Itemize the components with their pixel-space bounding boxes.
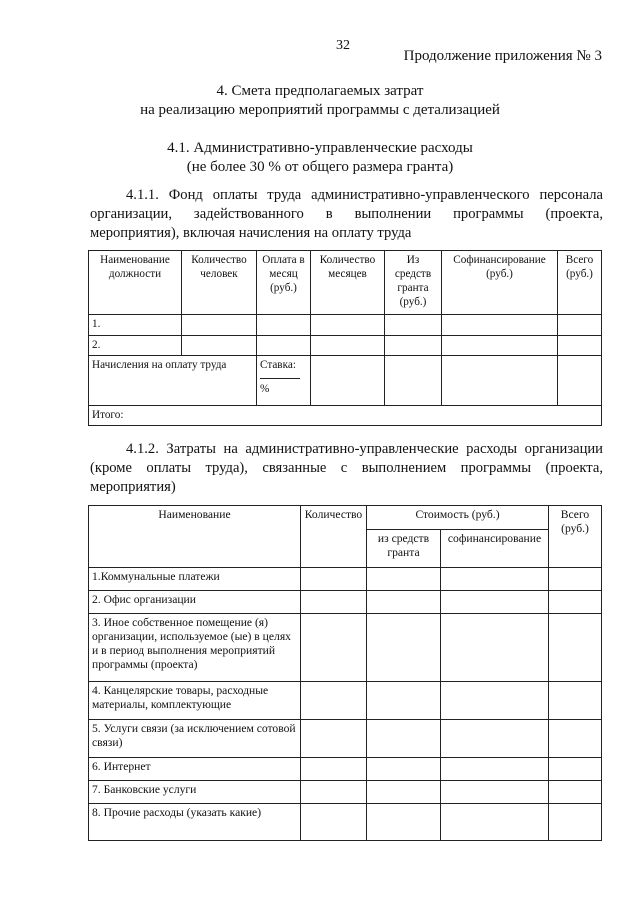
admin-expenses-table <box>88 505 602 841</box>
section-4-1-1-paragraph <box>90 186 603 243</box>
accruals-label: Начисления на оплату труда <box>89 356 257 406</box>
table-row <box>89 758 602 781</box>
table-row <box>89 568 602 591</box>
header-cofinancing: Софинансирование (руб.) <box>442 251 558 315</box>
table-row <box>89 336 602 356</box>
appendix-continuation: Продолжение приложения № 3 <box>403 48 602 64</box>
row-label: 7. Банковские услуги <box>89 781 301 804</box>
rate-input-line <box>260 378 300 379</box>
header-quantity: Количество <box>301 506 367 568</box>
rate-label: Ставка: <box>260 359 296 371</box>
row-label: 6. Интернет <box>89 758 301 781</box>
section-4-1-title: 4.1. Административно-управленческие расходы <box>167 140 473 156</box>
row-label: 2. Офис организации <box>89 591 301 614</box>
header-cofinancing: софинансирование <box>441 530 549 568</box>
section-4-1-2-paragraph <box>90 440 603 497</box>
payroll-table <box>88 250 602 426</box>
header-months: Количество месяцев <box>311 251 385 315</box>
rate-unit: % <box>260 383 270 395</box>
header-cost: Стоимость (руб.) <box>367 506 549 530</box>
accruals-row <box>89 356 602 406</box>
header-grant: из средств гранта <box>367 530 441 568</box>
row-number: 2. <box>89 336 182 356</box>
header-total: Всего (руб.) <box>549 506 602 568</box>
page-number: 32 <box>336 38 350 53</box>
section-4-subtitle: на реализацию мероприятий программы с детализацией <box>140 102 500 118</box>
rate-cell <box>257 356 311 406</box>
total-row <box>89 406 602 426</box>
header-people: Количество человек <box>182 251 257 315</box>
section-4-1-subtitle: (не более 30 % от общего размера гранта) <box>186 159 454 175</box>
table-row <box>89 781 602 804</box>
row-label: 4. Канцелярские товары, расходные материалы, комплектующие <box>89 682 301 720</box>
total-label: Итого: <box>89 406 602 426</box>
table-row <box>89 720 602 758</box>
table-row <box>89 682 602 720</box>
row-label: 5. Услуги связи (за исключением сотовой связи) <box>89 720 301 758</box>
table-row <box>89 614 602 682</box>
header-position: Наименование должности <box>89 251 182 315</box>
header-name: Наименование <box>89 506 301 568</box>
table-row <box>89 591 602 614</box>
header-grant: Из средств гранта (руб.) <box>385 251 442 315</box>
section-4-title: 4. Смета предполагаемых затрат <box>216 83 424 99</box>
row-label: 3. Иное собственное помещение (я) организации, используемое (ые) в целях и в период выполнения мероприятий программы (проекта) <box>89 614 301 682</box>
table-row <box>89 315 602 336</box>
header-monthly-pay: Оплата в месяц (руб.) <box>257 251 311 315</box>
table-row <box>89 804 602 841</box>
row-label: 8. Прочие расходы (указать какие) <box>89 804 301 841</box>
section-4-1-1-text: Фонд оплаты труда административно-управленческого персонала организации, задействованного в выполнении программы (проекта, мероприятия), включая начисления на оплату труда <box>90 187 603 241</box>
header-total: Всего (руб.) <box>558 251 602 315</box>
section-4-1-1-number: 4.1.1. <box>126 187 159 203</box>
row-number: 1. <box>89 315 182 336</box>
section-4-1-2-number: 4.1.2. <box>126 441 159 457</box>
section-4-1-2-text: Затраты на административно-управленческие расходы организации (кроме оплаты труда), связанные с выполнением программы (проекта, мероприятия) <box>90 441 603 495</box>
row-label: 1.Коммунальные платежи <box>89 568 301 591</box>
